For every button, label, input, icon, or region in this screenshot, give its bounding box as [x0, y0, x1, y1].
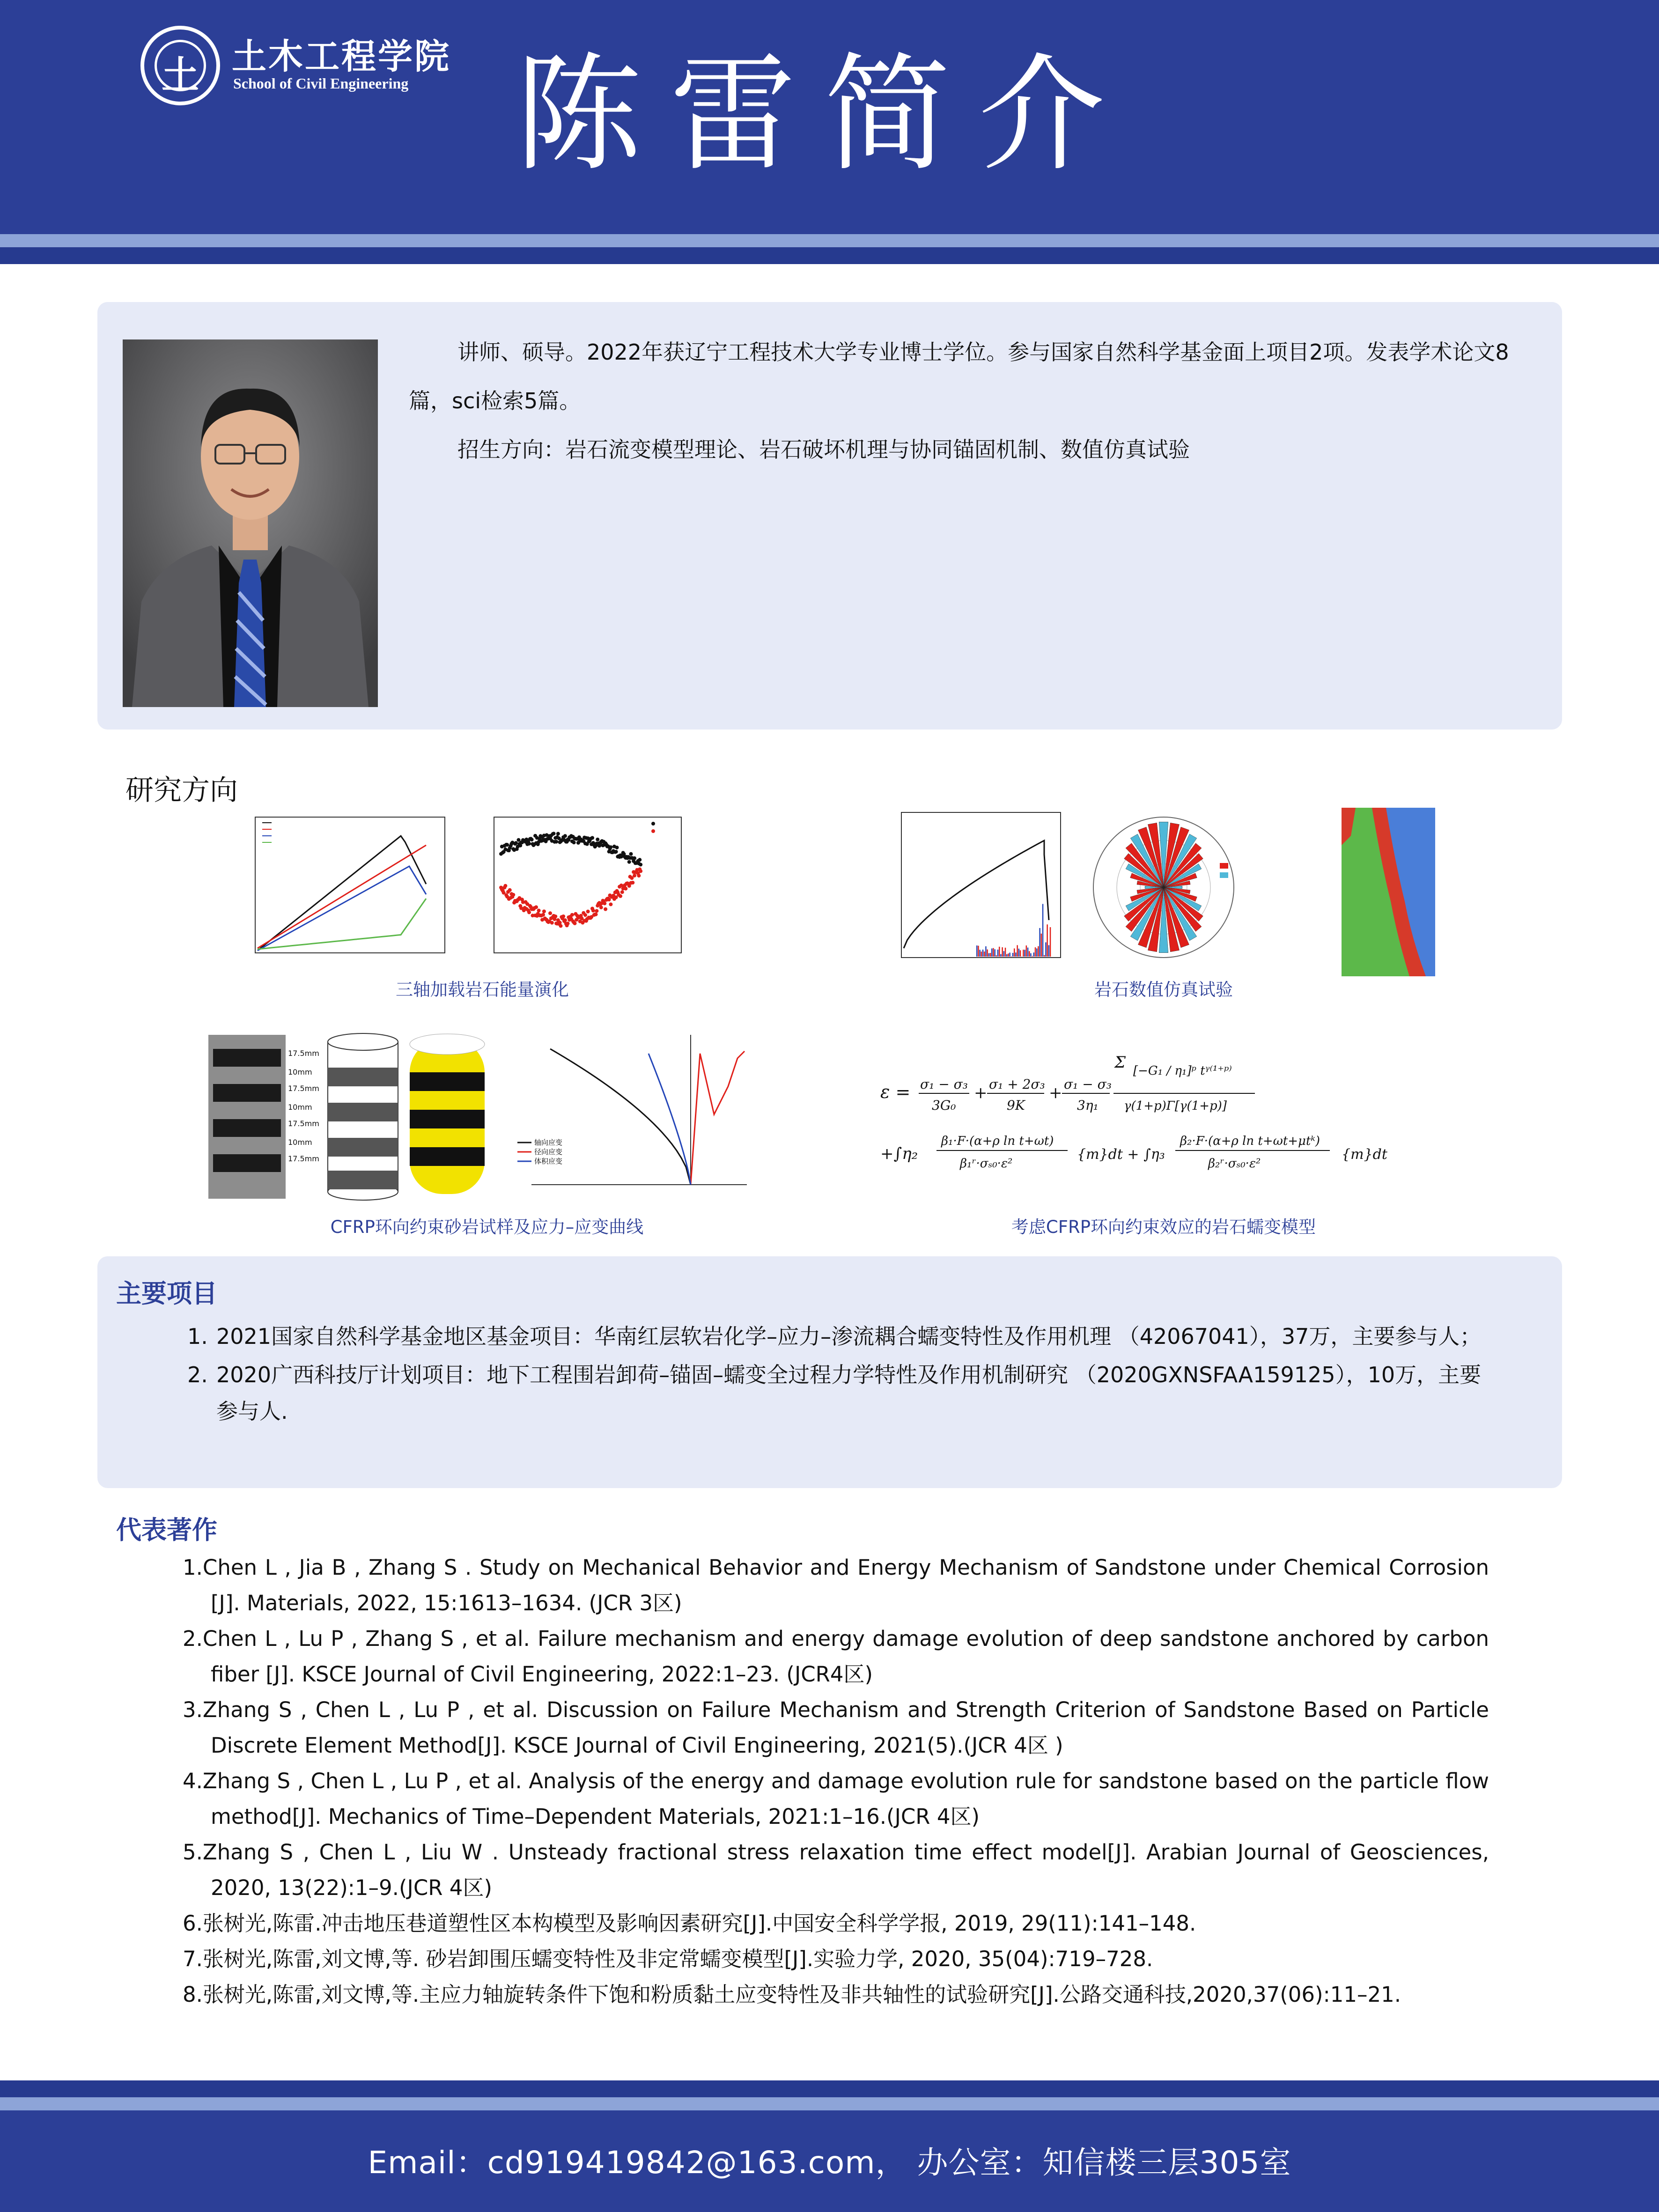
specimen-dimension-label: 10mm [288, 1068, 312, 1077]
legend-axial: 轴向应变 [534, 1138, 563, 1147]
project-number: 1. [187, 1324, 208, 1349]
logo-glyph: 土 [162, 53, 199, 97]
svg-text:β₁ʳ·σₛ₀·ε²: β₁ʳ·σₛ₀·ε² [960, 1157, 1013, 1171]
publication-item: 8.张树光,陈雷,刘文博,等.主应力轴旋转条件下饱和粉质黏土应变特性及非共轴性的试验研究[J].公路交通科技,2020,37(06):11–21. [183, 1982, 1401, 2007]
header-stripe-light [0, 234, 1659, 247]
project-item [183, 1318, 1489, 1355]
cfrp-figure-svg [208, 1030, 761, 1203]
publication-item: 7.张树光,陈雷,刘文博,等. 砂岩卸围压蠕变特性及非定常蠕变模型[J].实验力学, 2020, 35(04):719–728. [183, 1947, 1153, 1971]
svg-text:Σ: Σ [1114, 1053, 1126, 1072]
contact-info[interactable]: Email：cd919419842@163.com， 办公室：知信楼三层305室 [368, 2145, 1291, 2181]
specimen-dimension-label: 17.5mm [288, 1084, 319, 1093]
rose-diagram [1093, 817, 1234, 958]
project-text: 2021国家自然科学基金地区基金项目：华南红层软岩化学–应力–渗流耦合蠕变特性及作用机理 （42067041），37万，主要参与人； [216, 1324, 1482, 1349]
legend-radial: 径向应变 [534, 1148, 563, 1156]
caption-simulation: 岩石数值仿真试验 [1094, 980, 1233, 1000]
school-name-en: School of Civil Engineering [233, 75, 409, 92]
figure-cfrp-specimen [208, 1030, 761, 1203]
school-logo-seal [140, 26, 220, 105]
simulation-stress-curve [904, 841, 1051, 957]
specimen-dimension-label: 17.5mm [288, 1154, 319, 1163]
svg-text:β₂·F·(α+ρ ln t+ωt+μtᵏ): β₂·F·(α+ρ ln t+ωt+μtᵏ) [1180, 1134, 1320, 1148]
projects-list [183, 1318, 1489, 1430]
svg-text:{m}dt + ∫η₃: {m}dt + ∫η₃ [1077, 1146, 1165, 1163]
svg-text:+∫η₂: +∫η₂ [880, 1144, 918, 1163]
figure-energy-evolution [234, 812, 684, 967]
logo-inner-ring [155, 40, 206, 97]
svg-text:σ₁ − σ₃: σ₁ − σ₃ [920, 1077, 968, 1092]
svg-text:3η₁: 3η₁ [1077, 1098, 1099, 1113]
project-text: 2020广西科技厅计划项目：地下工程围岩卸荷–锚固–蠕变全过程力学特性及作用机制研究 （2020GXNSFAA159125），10万，主要参与人. [216, 1362, 1482, 1424]
caption-cfrp: CFRP环向约束砂岩试样及应力–应变曲线 [330, 1217, 644, 1237]
caption-creep: 考虑CFRP环向约束效应的岩石蠕变模型 [1011, 1217, 1316, 1237]
page-title: 陈雷简介 [515, 41, 1133, 188]
svg-text:σ₁ + 2σ₃: σ₁ + 2σ₃ [989, 1077, 1045, 1092]
svg-text:[−G₁ / η₁]ᵖ tᵞ⁽¹⁺ᵖ⁾: [−G₁ / η₁]ᵖ tᵞ⁽¹⁺ᵖ⁾ [1133, 1064, 1232, 1078]
project-item [183, 1357, 1489, 1430]
intro-paragraph-bio: 讲师、硕导。2022年获辽宁工程技术大学专业博士学位。参与国家自然科学基金面上项目2项。发表学术论文8篇，sci检索5篇。 [409, 339, 1509, 413]
particle-model [1342, 808, 1435, 976]
svg-text:ε =: ε = [880, 1082, 911, 1102]
publication-item: 1.Chen L , Jia B , Zhang S . Study on Mechanical Behavior and Energy Mechanism of Sandstone under Chemical Corrosion [J]. Materials, 2022, 15:1613–1634. (JCR 3区) [183, 1555, 1489, 1615]
particle-cylinder [410, 1034, 485, 1194]
svg-text:γ(1+p)Γ[γ(1+p)]: γ(1+p)Γ[γ(1+p)] [1124, 1099, 1227, 1113]
creep-equation-svg [880, 1047, 1447, 1196]
portrait-photo [123, 339, 378, 707]
figure-creep-equation [880, 1047, 1447, 1196]
svg-text:3G₀: 3G₀ [932, 1098, 956, 1113]
publication-item: 2.Chen L , Lu P , Zhang S , et al. Failure mechanism and energy damage evolution of deep sandstone anchored by carbon fiber [J]. KSCE Journal of Civil Engineering, 2022:1–23. (JCR4区) [183, 1626, 1489, 1687]
intro-paragraph-recruit: 招生方向：岩石流变模型理论、岩石破坏机理与协同锚固机制、数值仿真试验 [457, 437, 1190, 462]
svg-text:9K: 9K [1007, 1098, 1025, 1113]
figure-simulation [883, 808, 1438, 976]
svg-text:{m}dt: {m}dt [1342, 1146, 1387, 1163]
publications-list [183, 1550, 1489, 2013]
school-name-cn: 土木工程学院 [232, 37, 451, 77]
publication-item: 4.Zhang S , Chen L , Lu P , et al. Analysis of the energy and damage evolution rule for sandstone based on the particle flow method[J]. Mechanics of Time–Dependent Materials, 2021:1–16.(JCR 4区) [183, 1769, 1489, 1829]
publication-item: 6.张树光,陈雷.冲击地压巷道塑性区本构模型及影响因素研究[J].中国安全科学学报, 2019, 29(11):141–148. [183, 1911, 1196, 1936]
specimen-dimension-label: 10mm [288, 1103, 312, 1112]
header-stripe-dark [0, 247, 1659, 264]
legend-volumetric: 体积应变 [534, 1157, 563, 1165]
publications-title: 代表著作 [116, 1515, 217, 1545]
svg-text:+: + [1049, 1084, 1062, 1102]
energy-chart-b-points [499, 832, 642, 928]
svg-text:+: + [974, 1084, 988, 1102]
svg-text:β₂ʳ·σₛ₀·ε²: β₂ʳ·σₛ₀·ε² [1208, 1157, 1261, 1171]
svg-text:β₁·F·(α+ρ ln t+ωt): β₁·F·(α+ρ ln t+ωt) [941, 1134, 1054, 1148]
intro-text [409, 328, 1542, 474]
caption-energy: 三轴加载岩石能量演化 [396, 980, 569, 1000]
cfrp-stress-strain-curves [550, 1049, 745, 1185]
svg-text:σ₁ − σ₃: σ₁ − σ₃ [1064, 1077, 1112, 1092]
energy-chart-a-lines [258, 836, 426, 951]
intro-panel [97, 302, 1562, 730]
publication-item: 5.Zhang S , Chen L , Liu W . Unsteady fractional stress relaxation time effect model[J]. Arabian Journal of Geosciences, 2020, 13(22):1–9.(JCR 4区) [183, 1840, 1489, 1900]
footer-stripe-dark [0, 2080, 1659, 2097]
portrait-illustration [123, 339, 378, 707]
specimen-dimension-label: 10mm [288, 1138, 312, 1147]
footer-stripe-light [0, 2097, 1659, 2110]
header-banner [0, 0, 1659, 234]
projects-title: 主要项目 [116, 1279, 217, 1308]
footer-banner [0, 2110, 1659, 2212]
simulation-charts-svg [883, 808, 1438, 976]
cylinder-wireframe [328, 1033, 398, 1200]
specimen-dimension-label: 17.5mm [288, 1049, 319, 1058]
publication-item: 3.Zhang S , Chen L , Lu P , et al. Discussion on Failure Mechanism and Strength Criterion of Sandstone Based on Particle Discrete Element Method[J]. KSCE Journal of Civil Engineering, 2021(5).(JCR 4区 ) [183, 1697, 1489, 1758]
specimen-dimension-label: 17.5mm [288, 1119, 319, 1128]
project-number: 2. [187, 1362, 208, 1387]
research-heading: 研究方向 [125, 774, 238, 807]
energy-charts-svg [234, 812, 684, 967]
